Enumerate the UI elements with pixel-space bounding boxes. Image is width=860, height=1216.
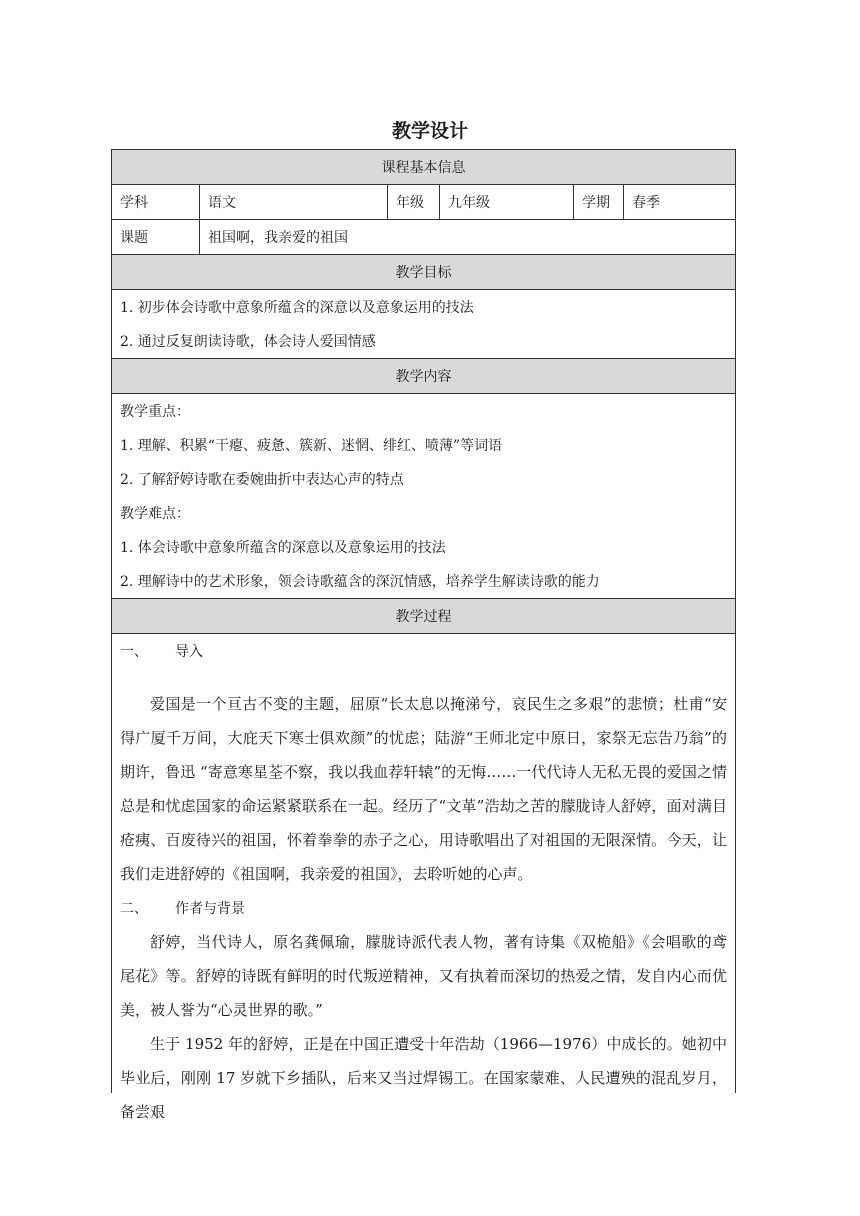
basic-info-row [112, 185, 735, 220]
lesson-plan-table [111, 149, 736, 1121]
process-header: 教学过程 [112, 599, 735, 634]
section-heading-author [120, 891, 727, 925]
background-paragraph: 生于 1952 年的舒婷，正是在中国正遭受十年浩劫（1966—1976）中成长的。她初中毕业后，刚刚 17 岁就下乡插队，后来又当过焊锡工。在国家蒙难、人民遭殃的混乱岁月，备尝艰 [120, 1035, 727, 1121]
difficult-points-label: 教学难点： [120, 506, 190, 522]
topic-label: 课题 [112, 220, 200, 254]
term-value: 春季 [632, 195, 660, 211]
section-title: 作者与背景 [175, 901, 245, 917]
goals-block [112, 290, 735, 359]
topic-row [112, 220, 735, 255]
content-block [112, 394, 735, 599]
subject-value: 语文 [200, 185, 388, 219]
section-heading-intro [120, 634, 727, 668]
intro-paragraph: 爱国是一个亘古不变的主题，屈原“长太息以掩涕兮，哀民生之多艰”的悲愤；杜甫“安得广厦千万间，大庇天下寒士俱欢颜”的忧虑；陆游“王师北定中原日，家祭无忘告乃翁”的期许，鲁迅 “寄意寒星荃不察，我以我血荐轩辕”的无悔……一代代诗人无私无畏的爱国之情总是和忧虑国家的命运紧紧联系在一起。经历了“文革”浩劫之苦的朦胧诗人舒婷，面对满目疮痍、百废待兴的祖国，怀着拳拳的赤子之心，用诗歌唱出了对祖国的无限深情。今天，让我们走进舒婷的《祖国啊，我亲爱的祖国》，去聆听她的心声。 [120, 695, 727, 883]
section-number: 一、 [120, 644, 148, 660]
term-label: 学期 [574, 185, 624, 219]
difficult-point-item: 1. 体会诗歌中意象所蕴含的深意以及意象运用的技法 [120, 540, 446, 556]
author-paragraph: 舒婷，当代诗人，原名龚佩瑜，朦胧诗派代表人物，著有诗集《双桅船》《会唱歌的鸢尾花》等。舒婷的诗既有鲜明的时代叛逆精神，又有执着而深切的热爱之情，发自内心而优美，被人誉为“心灵世界的歌。” [120, 933, 727, 1019]
key-point-item: 2. 了解舒婷诗歌在委婉曲折中表达心声的特点 [120, 472, 404, 488]
basic-info-header: 课程基本信息 [112, 150, 735, 185]
goals-header: 教学目标 [112, 255, 735, 290]
subject-label: 学科 [112, 185, 200, 219]
document-title: 教学设计 [391, 120, 468, 142]
process-block [112, 634, 735, 1129]
grade-value: 九年级 [440, 185, 574, 219]
goal-item: 2. 通过反复朗读诗歌，体会诗人爱国情感 [120, 334, 376, 350]
content-header: 教学内容 [112, 359, 735, 394]
goal-item: 1. 初步体会诗歌中意象所蕴含的深意以及意象运用的技法 [120, 300, 474, 316]
key-point-item: 1. 理解、积累“干瘪、疲惫、簇新、迷惘、绯红、喷薄”等词语 [120, 438, 503, 454]
grade-label: 年级 [388, 185, 440, 219]
topic-value: 祖国啊，我亲爱的祖国 [208, 230, 348, 246]
section-number: 二、 [120, 901, 148, 917]
difficult-point-item: 2. 理解诗中的艺术形象，领会诗歌蕴含的深沉情感，培养学生解读诗歌的能力 [120, 574, 600, 590]
key-points-label: 教学重点： [120, 404, 190, 420]
section-title: 导入 [175, 644, 203, 660]
